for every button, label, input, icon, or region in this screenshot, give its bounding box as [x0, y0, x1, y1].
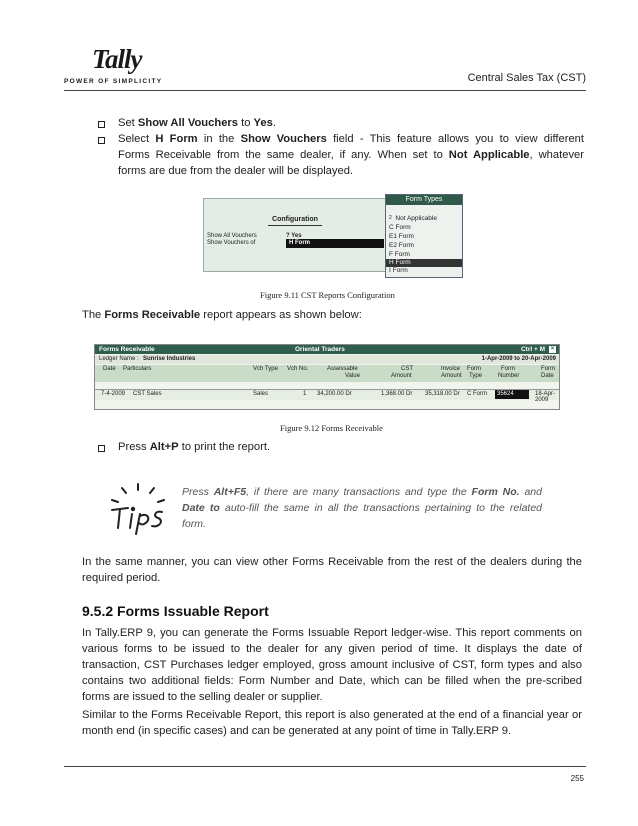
form-number-field[interactable]: 35624 [495, 390, 529, 399]
bullet-icon [98, 121, 105, 128]
bullet-1-text: Set Show All Vouchers to Yes. [118, 117, 276, 129]
bullet-icon [98, 445, 105, 452]
tips-badge [98, 480, 178, 536]
section-heading: 9.5.2 Forms Issuable Report [82, 603, 269, 619]
chapter-title: Central Sales Tax (CST) [467, 72, 586, 84]
form-type-item[interactable]: E2 Form [389, 242, 414, 249]
config-title: Configuration [272, 216, 318, 223]
forms-receivable-screen [94, 344, 560, 410]
bullet-3-text: Press Alt+P to print the report. [118, 441, 271, 453]
show-vouchers-field[interactable]: H Form [286, 239, 384, 248]
page-number: 255 [570, 774, 584, 783]
header-rule [64, 90, 586, 91]
form-type-item[interactable]: E1 Form [389, 233, 414, 240]
close-icon[interactable]: × [550, 346, 555, 352]
tally-logo: Tally [92, 44, 142, 74]
form-type-item[interactable]: $^2$ Not Applicable [389, 215, 437, 222]
table-row[interactable]: 7-4-2009 CST Sales Sales 1 34,200.00 Dr 1,368.00 Dr 35,318.00 Dr C Form 35624 18-Apr-2009 [95, 389, 559, 400]
show-vouchers-label: Show Vouchers of [207, 240, 256, 246]
tip-text: Press Alt+F5, if there are many transactions and type the Form No. and Date to auto-fill the same in all the transactions pertaining to the related form. [182, 486, 543, 530]
figure-caption: Figure 9.12 Forms Receivable [280, 423, 383, 433]
form-type-item[interactable]: F Form [389, 251, 410, 258]
form-types-title: Form Types [386, 195, 462, 205]
form-type-item-selected[interactable]: H Form [386, 259, 462, 267]
logo-tagline: POWER OF SIMPLICITY [64, 78, 163, 85]
bullet-2-text: Select H Form in the Show Vouchers field - This feature allows you to view different Forms Receivable from the same dealer, if any. When set to Not Applicable, whatever forms are due from the dealer will be displayed. [118, 133, 585, 177]
paragraph: Similar to the Forms Receivable Report, this report is also generated at the end of a financial year or month end (in specific cases) and can be generated at any point of time in Tally.ERP 9. [82, 709, 582, 737]
figure-caption: Figure 9.11 CST Reports Configuration [260, 290, 395, 300]
show-all-vouchers-value[interactable]: ? Yes [286, 233, 302, 239]
column-headers: Date Particulars Vch Type Vch No. Assessable Value CST Amount Invoice Amount Form Type Form Number Form Date [95, 365, 559, 382]
screen-title-bar: Forms Receivable Oriental Traders Ctrl + M × [95, 345, 559, 354]
paragraph: In the same manner, you can view other Forms Receivable from the rest of the dealers during the required period. [82, 556, 582, 584]
ledger-bar: Ledger Name : Sunrise Industries 1-Apr-2009 to 20-Apr-2009 [95, 355, 559, 364]
footer-rule [64, 766, 586, 767]
form-type-item[interactable]: C Form [389, 224, 411, 231]
configuration-panel [203, 198, 387, 272]
tips-icon [98, 480, 178, 536]
form-type-item[interactable]: I Form [389, 267, 408, 274]
paragraph: In Tally.ERP 9, you can generate the Forms Issuable Report ledger-wise. This report comments on various forms to be issued to the dealer for any given period of time. It displays the date of transaction, CST Purchases ledger employed, gross amount inclusive of CST, form types and also contains two additional fields: Form Number and Date, which can be filled when the pre-scribed forms are issued to the selling dealer or supplier. [82, 627, 582, 703]
show-all-vouchers-label: Show All Vouchers [207, 233, 257, 239]
bullet-icon [98, 137, 105, 144]
form-types-list [385, 194, 463, 278]
intro-text: The Forms Receivable report appears as shown below: [82, 309, 362, 321]
